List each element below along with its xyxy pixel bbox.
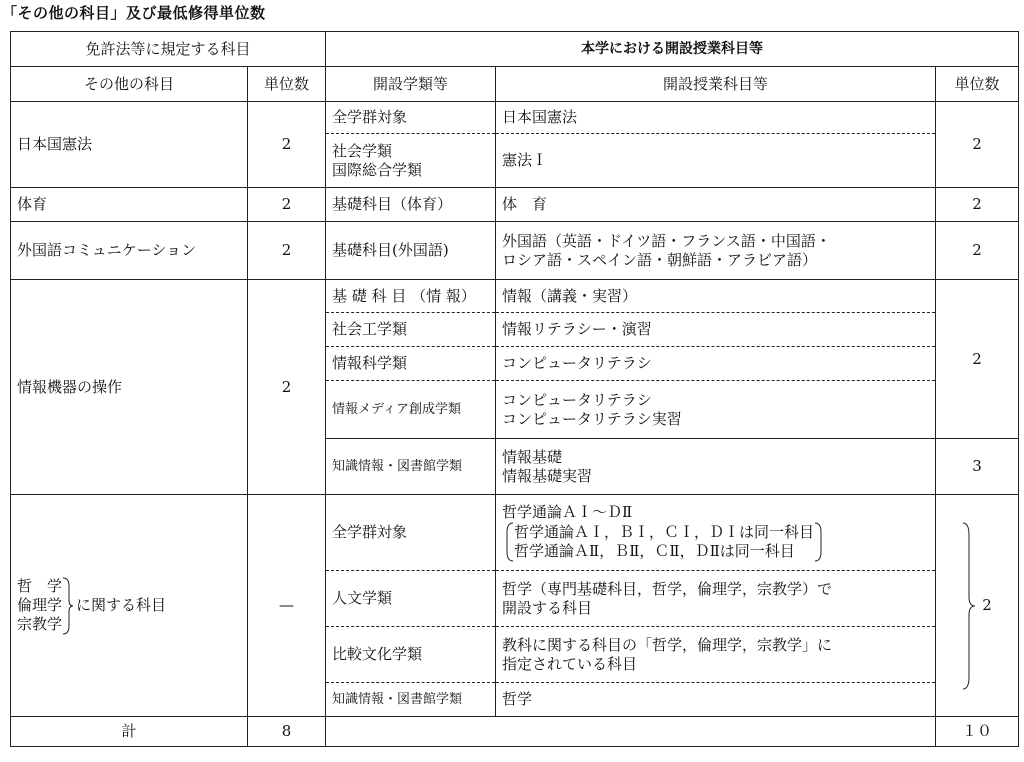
header-units-left: 単位数: [248, 67, 326, 102]
course-cell: 情報（講義・実習）: [496, 280, 936, 313]
right-brace-icon: [962, 521, 976, 691]
course-line: 哲学通論ＡＩ～ＤⅡ: [502, 503, 633, 521]
category-cell: 社会工学類: [326, 313, 496, 347]
header-row-1: [11, 32, 1019, 67]
course-line: 指定されている科目: [502, 654, 638, 673]
header-courses: 開設授業科目等: [496, 67, 936, 102]
units-cell: —: [248, 495, 326, 717]
subject-cell: 体育: [11, 188, 248, 222]
category-cell: 全学群対象: [326, 495, 496, 571]
course-cell: [496, 627, 936, 683]
table-row: [11, 222, 1019, 280]
right-brace-icon: [62, 576, 74, 636]
table-row: [11, 102, 1019, 134]
course-cell: 日本国憲法: [496, 102, 936, 134]
units-cell: 2: [248, 222, 326, 280]
page-title: 「その他の科目」及び最低修得単位数: [2, 4, 266, 22]
category-cell: 知識情報・図書館学類: [326, 683, 496, 717]
course-cell: [496, 439, 936, 495]
header-left-group: 免許法等に規定する科目: [11, 32, 326, 67]
total-row: [11, 717, 1019, 747]
units-cell: 2: [248, 188, 326, 222]
category-cell: 情報科学類: [326, 347, 496, 381]
course-cell: コンピュータリテラシ: [496, 347, 936, 381]
category-cell: 情報メディア創成学類: [326, 381, 496, 439]
units-right-cell: 2: [936, 102, 1019, 188]
category-cell: 基礎科目(外国語): [326, 222, 496, 280]
units-right-cell: 3: [936, 439, 1019, 495]
units-value: 2: [982, 596, 992, 614]
course-bracket-lines: [514, 523, 814, 561]
category-cell: 全学群対象: [326, 102, 496, 134]
course-cell: 情報リテラシー・演習: [496, 313, 936, 347]
course-line: コンピュータリテラシ: [502, 390, 652, 409]
units-cell: 2: [248, 280, 326, 495]
table-row: [11, 495, 1019, 571]
units-cell: 2: [248, 102, 326, 188]
table-row: [11, 280, 1019, 313]
course-line: コンピュータリテラシ実習: [502, 409, 682, 428]
category-cell: 基 礎 科 目 （情 報）: [326, 280, 496, 313]
units-brace-group: [942, 521, 1012, 691]
course-line: ロシア語・スペイン語・朝鮮語・アラビア語）: [502, 250, 818, 269]
units-right-cell: 2: [936, 280, 1019, 439]
total-units-left: 8: [248, 717, 326, 747]
subjects-table: [10, 31, 1019, 747]
subject-line: 宗教学: [17, 615, 63, 633]
course-cell: 体 育: [496, 188, 936, 222]
subject-group: [17, 576, 241, 636]
units-right-cell: 2: [936, 222, 1019, 280]
header-category: 開設学類等: [326, 67, 496, 102]
course-cell: [496, 495, 936, 571]
category-cell: 人文学類: [326, 571, 496, 627]
course-line: 情報基礎実習: [502, 466, 593, 485]
course-cell: [496, 222, 936, 280]
course-line: 開設する科目: [502, 598, 593, 617]
header-right-group: 本学における開設授業科目等: [326, 32, 1019, 67]
course-line: 情報基礎: [502, 447, 563, 466]
course-line: 哲学（専門基礎科目，哲学，倫理学，宗教学）で: [502, 579, 833, 598]
subject-cell: 情報機器の操作: [11, 280, 248, 495]
header-subject: その他の科目: [11, 67, 248, 102]
course-line: 教科に関する科目の「哲学，倫理学，宗教学」に: [502, 635, 833, 654]
course-cell: 憲法Ｉ: [496, 134, 936, 188]
course-line: 外国語（英語・ドイツ語・フランス語・中国語・: [502, 231, 831, 250]
category-cell: 知識情報・図書館学類: [326, 439, 496, 495]
category-cell: 比較文化学類: [326, 627, 496, 683]
units-right-cell: [936, 495, 1019, 717]
header-units-right: 単位数: [936, 67, 1019, 102]
category-line: 国際総合学類: [332, 160, 423, 179]
total-units-right: １０: [936, 717, 1019, 747]
category-line: 社会学類: [332, 141, 393, 160]
category-cell: [326, 134, 496, 188]
right-paren-icon: [814, 522, 822, 562]
header-row-2: [11, 67, 1019, 102]
table-row: [11, 188, 1019, 222]
course-cell: [496, 381, 936, 439]
left-paren-icon: [506, 522, 514, 562]
total-empty: [326, 717, 936, 747]
total-label: 計: [11, 717, 248, 747]
subject-suffix: に関する科目: [76, 596, 167, 614]
subject-list: [17, 577, 62, 634]
units-right-cell: 2: [936, 188, 1019, 222]
subject-line: 倫理学: [17, 596, 63, 614]
subject-cell: 外国語コミュニケーション: [11, 222, 248, 280]
course-cell: 哲学: [496, 683, 936, 717]
subject-cell: [11, 495, 248, 717]
course-line: 哲学通論ＡⅡ，ＢⅡ，ＣⅡ，ＤⅡは同一科目: [514, 542, 795, 560]
subject-cell: 日本国憲法: [11, 102, 248, 188]
course-bracket-group: [502, 522, 929, 562]
category-cell: 基礎科目（体育）: [326, 188, 496, 222]
course-cell: [496, 571, 936, 627]
course-line: 哲学通論ＡＩ，ＢＩ，ＣＩ，ＤＩは同一科目: [514, 523, 815, 541]
subject-line: 哲 学: [17, 577, 63, 595]
